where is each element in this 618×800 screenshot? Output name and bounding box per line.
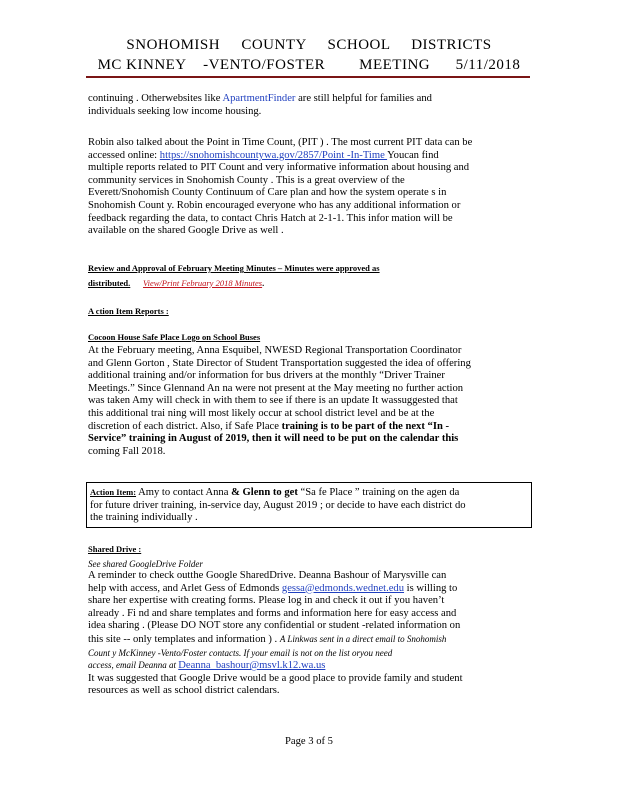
text: access, email Deanna at <box>88 660 179 671</box>
apartmentfinder-link[interactable]: ApartmentFinder <box>222 93 296 104</box>
review-minutes <box>88 262 528 289</box>
text: See shared GoogleDrive Folder <box>88 559 203 569</box>
text: Amy to contact Anna <box>136 487 232 498</box>
text: was taken Amy will check in with them to see if there is an update It wassuggested that <box>88 395 458 407</box>
text: continuing . Otherwebsites like <box>88 93 223 104</box>
shared-drive-heading: Shared Drive : <box>88 544 142 554</box>
deanna-email-link[interactable]: Deanna_bashour@msvl.k12.wa.us <box>178 660 326 672</box>
text: Robin also talked about the Point in Time Count, (PIT ) . The most current PIT data can be <box>88 137 473 148</box>
text: multiple reports related to PIT Count and very informative information about housing and <box>88 162 470 174</box>
text: “Sa fe Place ” training on the agen da <box>297 487 460 498</box>
text: resources as well as school district calendars. <box>88 685 280 697</box>
text: for future driver training, in-service day, August 2019 ; or decide to have each district do <box>90 499 466 511</box>
text: Meetings.” Since Glennand An na were not present at the May meeting no further action <box>88 382 464 394</box>
text: training is to be part of the next “In - <box>281 420 450 432</box>
text: discretion of each district. Also, if Safe Place <box>88 420 282 432</box>
header-rule <box>86 76 530 78</box>
view-print-minutes-link[interactable]: View/Print February 2018 Minutes <box>143 277 263 288</box>
action-item-label: Action Item: <box>90 487 137 497</box>
text: It was suggested that Google Drive would be a good place to provide family and student <box>88 672 463 684</box>
text: and Glenn Gorton , State Director of Student Transportation suggested the idea of offering <box>88 357 471 369</box>
header-title-line1: SNOHOMISH COUNTY SCHOOL DISTRICTS <box>126 37 492 53</box>
text: Service” training in August of 2019, then it will need to be put on the calendar this <box>88 433 459 445</box>
text: A reminder to check outthe Google SharedDrive. Deanna Bashour of Marysville can <box>88 570 447 581</box>
text: Everett/Snohomish County Continuum of Care plan and how the system operate s in <box>88 187 447 199</box>
header-title-line2: MC KINNEY -VENTO/FOSTER MEETING 5/11/2018 <box>97 57 521 73</box>
text: Snohomish Count y. Robin encouraged everyone who has any additional information or <box>88 199 461 211</box>
text: & Glenn to get <box>231 487 298 498</box>
text: Youcan find <box>387 149 439 161</box>
page-number: Page 3 of 5 <box>285 736 333 747</box>
review-distributed: distributed. <box>88 277 131 288</box>
text: already . Fi nd and share templates and forms and information here for easy access and <box>88 607 457 619</box>
text: available on the shared Google Drive as well . <box>88 225 284 237</box>
paragraph-websites <box>88 93 528 118</box>
paragraph-pit-count <box>88 137 528 238</box>
text: community services in Snohomish County . This is a great overview of the <box>88 174 405 186</box>
paragraph-shared-drive <box>88 570 528 698</box>
text: . <box>262 277 265 288</box>
text: the training individually . <box>90 512 198 524</box>
text: At the February meeting, Anna Esquibel, NWESD Regional Transportation Coordinator <box>88 345 462 356</box>
text: is willing to <box>404 582 458 594</box>
text: coming Fall 2018. <box>88 445 166 457</box>
text: Count y McKinney -Vento/Foster contacts. If your email is not on the list oryou need <box>88 647 393 658</box>
review-heading: Review and Approval of February Meeting Minutes – Minutes were approved as <box>88 263 380 273</box>
shared-drive-subline <box>88 558 528 571</box>
text: this additional trai ning will most likely occur at school district level and be at the <box>88 407 435 419</box>
text: idea sharing . (Please DO NOT store any confidential or student -related information on <box>88 620 461 632</box>
cocoon-house-heading: Cocoon House Safe Place Logo on School Buses <box>88 332 261 342</box>
gessa-email-link[interactable]: gessa@edmonds.wednet.edu <box>281 582 405 594</box>
text: feedback regarding the data, to contact Chris Hatch at 2-1-1. This infor mation will be <box>88 212 453 224</box>
text: help with access, and Arlet Gess of Edmonds <box>88 582 282 594</box>
action-item-text <box>90 486 526 525</box>
pit-url-link[interactable]: https://snohomishcountywa.gov/2857/Point -In-Time <box>159 149 388 161</box>
text: individuals seeking low income housing. <box>88 105 262 117</box>
text: A Linkwas sent in a direct email to Snohomish <box>279 633 447 644</box>
text: are still helpful for families and <box>295 93 432 104</box>
text: additional training and/or information for bus drivers at the monthly “Driver Trainer <box>88 370 445 382</box>
text: accessed online: <box>88 149 160 161</box>
text: this site -- only templates and information ) . <box>88 633 280 645</box>
action-item-reports-heading: A ction Item Reports : <box>88 306 169 316</box>
paragraph-cocoon-house <box>88 345 528 458</box>
text: share her expertise with creating forms. Please log in and check it out if you haven’t <box>88 595 445 607</box>
